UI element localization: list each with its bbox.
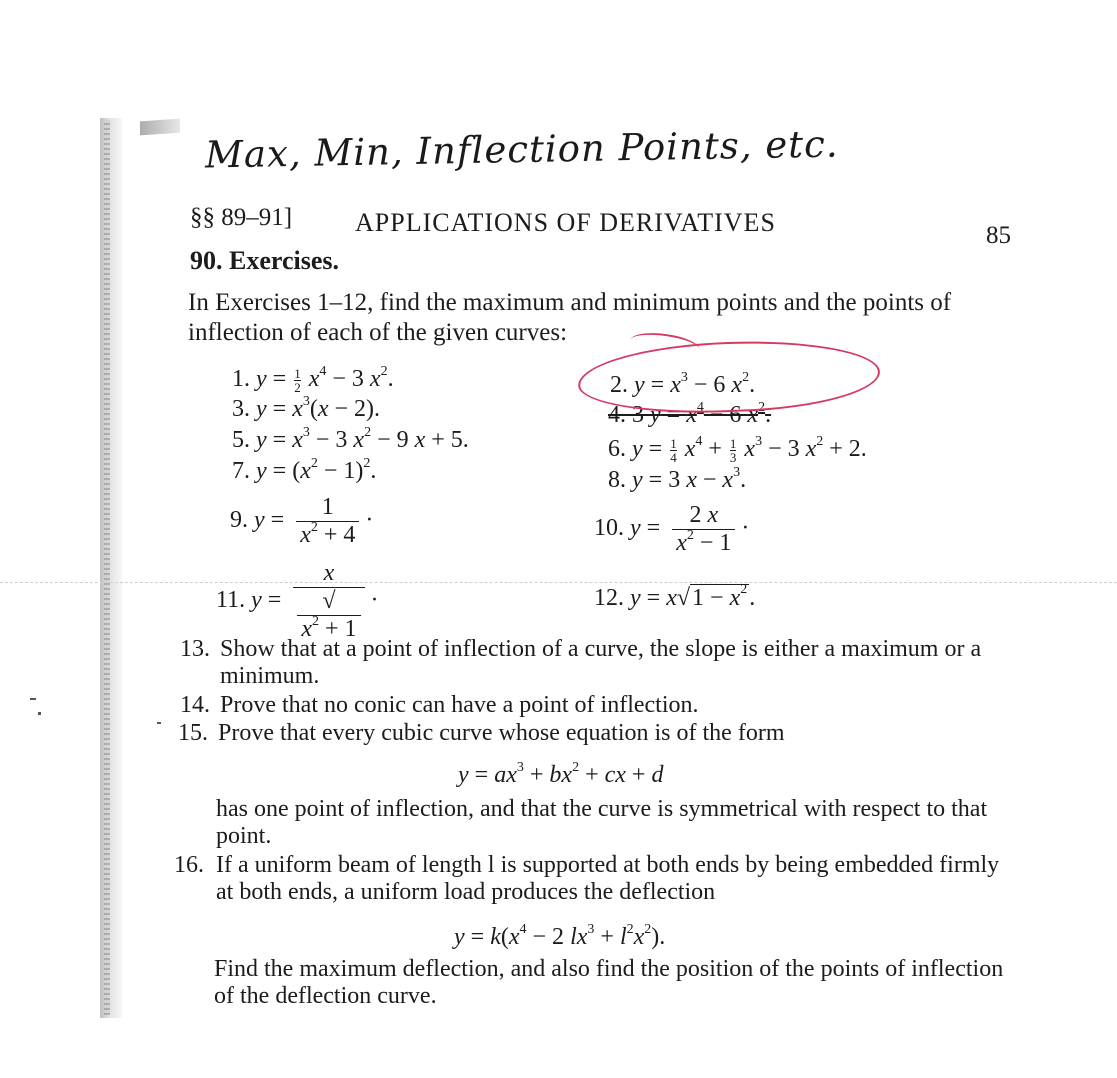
page-title: APPLICATIONS OF DERIVATIVES — [355, 208, 776, 237]
exercise-number: 3. — [232, 396, 250, 422]
exercise-11 — [216, 560, 379, 643]
scan-page-edge-texture — [104, 120, 110, 1015]
exercise-7 — [232, 458, 376, 485]
page-number: 85 — [986, 222, 1011, 249]
exercise-9 — [230, 494, 373, 549]
exercise-equation: 3 $y = x^4 - 6$ $x^2$. — [632, 400, 772, 428]
exercise-equation: $y = x^3 - 3$ $x^2 - 9$ x + 5. — [256, 425, 469, 453]
scan-fold-line — [0, 582, 1117, 583]
exercise-6 — [608, 436, 867, 464]
exercise-10 — [594, 502, 749, 557]
exercise-equation: y = x √ $x^2 + 1$ · — [251, 560, 379, 642]
red-circle-annotation — [577, 337, 881, 417]
problem-13-number: 13. — [180, 636, 210, 662]
exercise-1 — [232, 366, 394, 394]
scan-mark — [38, 712, 41, 715]
scan-mark — [30, 698, 36, 700]
exercise-number: 8. — [608, 467, 626, 493]
exercise-number: 7. — [232, 458, 250, 484]
exercise-equation: y = $\frac{1}{2}$ $x^4 - 3$ $x^2$. — [256, 364, 394, 395]
exercise-3 — [232, 396, 380, 423]
section-reference: §§ 89–91] — [190, 204, 293, 231]
problem-15-equation: $y = ax^3 + bx^2$ + cx + d — [458, 760, 664, 788]
exercise-equation: $y = x√1 - x^2$. — [630, 582, 756, 611]
problem-16-text: If a uniform beam of length l is supported at both ends by being embedded firmly at both ends, a uniform load produces the deflection — [216, 852, 1000, 905]
problem-15-number: 15. — [178, 720, 208, 746]
exercise-equation: $y = x^3 - 6$ $x^2$. — [634, 370, 756, 398]
scan-page-corner — [140, 119, 180, 136]
exercise-number: 6. — [608, 436, 626, 462]
exercise-number: 12. — [594, 585, 624, 611]
problem-14-number: 14. — [180, 692, 210, 718]
problem-16-number: 16. — [174, 852, 204, 878]
exercise-number: 10. — [594, 515, 624, 542]
exercise-equation: y = $\frac{2 x}{x^2 - 1}$ · — [630, 502, 750, 556]
exercise-equation: $y = (x^2 - 1)^2$. — [256, 456, 377, 484]
problem-14-text: Prove that no conic can have a point of inflection. — [220, 692, 699, 718]
exercise-number: 11. — [216, 587, 246, 614]
exercise-number: 2. — [610, 372, 628, 398]
exercise-number: 4. — [608, 402, 626, 428]
problem-15-text: Prove that every cubic curve whose equation is of the form — [218, 720, 785, 746]
exercise-12 — [594, 584, 755, 612]
problem-15-continuation: has one point of inflection, and that the curve is symmetrical with respect to that point. — [216, 796, 988, 849]
exercise-equation: $y = x^3(x - 2)$. — [256, 394, 381, 422]
intro-paragraph: In Exercises 1–12, find the maximum and minimum points and the points of inflection of each of the given curves: — [188, 289, 952, 346]
exercise-equation: y = 3 $x - x^3$. — [632, 465, 747, 493]
section-title: 90. Exercises. — [190, 246, 339, 275]
exercise-number: 5. — [232, 427, 250, 453]
exercise-5 — [232, 427, 469, 454]
problem-16-continuation: Find the maximum deflection, and also find the position of the points of inflection of the deflection curve. — [214, 956, 1004, 1009]
exercise-equation: y = $\frac{1}{x^2 + 4}$ · — [254, 494, 374, 548]
exercise-number: 1. — [232, 366, 250, 392]
exercise-number: 9. — [230, 507, 248, 534]
problem-16-equation: $y = k(x^4 - 2$ $lx^3 + l^2x^2$). — [454, 922, 666, 950]
exercise-equation: y = $\frac{1}{4}$ $x^4$ + $\frac{1}{3}$ $x^3 - 3$ $x^2 + 2$. — [632, 434, 867, 465]
scan-mark — [157, 722, 161, 724]
handwritten-note: Max, Min, Inflection Points, etc. — [204, 122, 839, 177]
exercise-8 — [608, 467, 746, 494]
problem-13-text: Show that at a point of inflection of a curve, the slope is either a maximum or a minimum. — [220, 636, 982, 689]
